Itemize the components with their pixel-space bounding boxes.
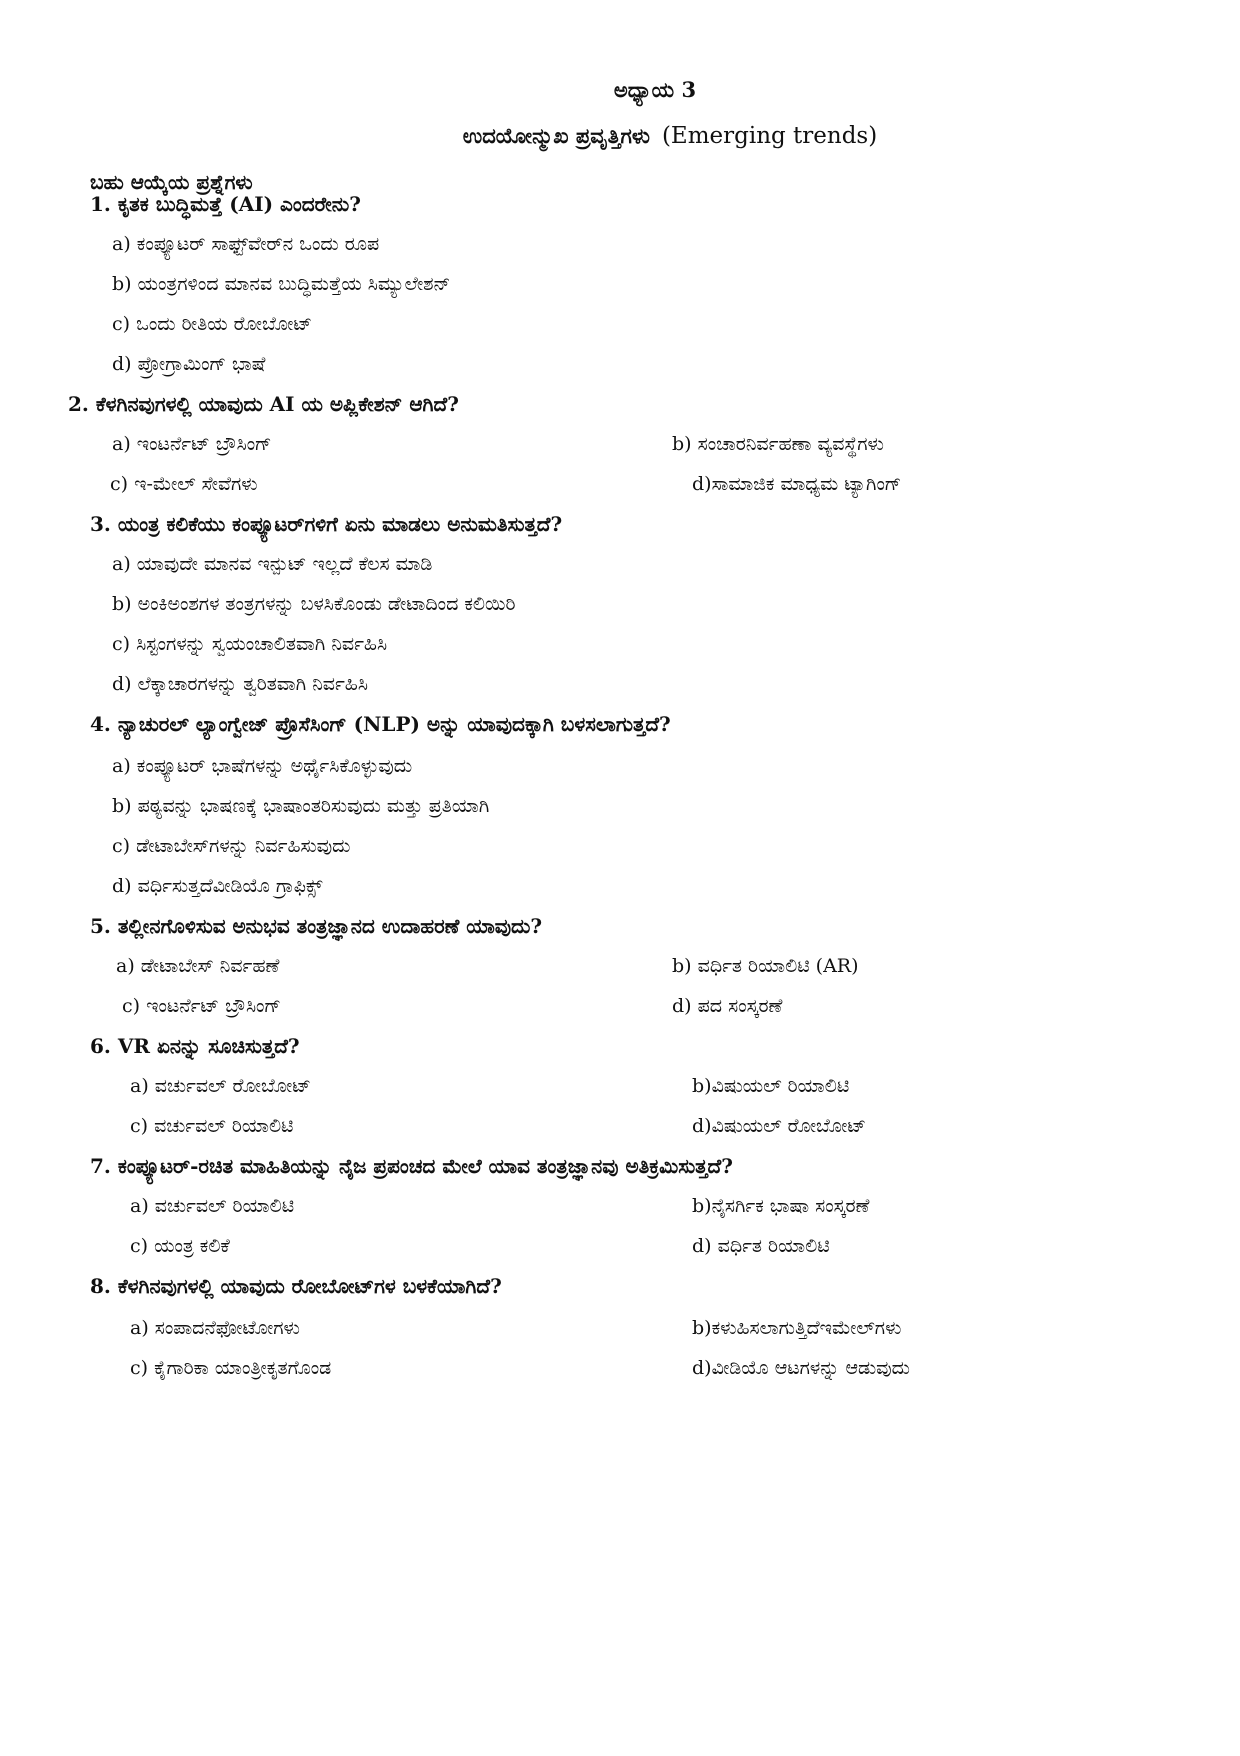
q5-option-c: c) ಇಂಟರ್ನೆಟ್ ಬ್ರೌಸಿಂಗ್ — [122, 995, 281, 1017]
q3-option-a: a) ಯಾವುದೇ ಮಾನವ ಇನ್ಪುಟ್ ಇಲ್ಲದೆ ಕೆಲಸ ಮಾಡಿ — [112, 553, 433, 575]
q1-option-d: d) ಪ್ರೋಗ್ರಾಮಿಂಗ್ ಭಾಷೆ — [112, 353, 266, 375]
q6-option-d: d)ವಿಷುಯಲ್ ರೋಬೋಟ್ — [692, 1115, 866, 1137]
title-kannada: ಉದಯೋನ್ಮುಖ ಪ್ರವೃತ್ತಿಗಳು — [462, 123, 650, 148]
chapter-heading: ಅಧ್ಯಾಯ 3 — [613, 77, 697, 102]
q2-option-a: a) ಇಂಟರ್ನೆಟ್ ಬ್ರೌಸಿಂಗ್ — [112, 433, 272, 455]
question-6: 6. VR ಏನನ್ನು ಸೂಚಿಸುತ್ತದೆ? — [90, 1034, 300, 1058]
page-title — [0, 122, 1240, 150]
q2-option-d: d)ಸಾಮಾಜಿಕ ಮಾಧ್ಯಮ ಟ್ಯಾಗಿಂಗ್ — [692, 473, 902, 495]
q3-option-d: d) ಲೆಕ್ಕಾಚಾರಗಳನ್ನು ತ್ವರಿತವಾಗಿ ನಿರ್ವಹಿಸಿ — [112, 673, 368, 695]
q8-option-b: b)ಕಳುಹಿಸಲಾಗುತ್ತಿದೆಇಮೇಲ್‌ಗಳು — [692, 1317, 902, 1339]
q4-option-b: b) ಪಠ್ಯವನ್ನು ಭಾಷಣಕ್ಕೆ ಭಾಷಾಂತರಿಸುವುದು ಮತ್ತು ಪ್ರತಿಯಾಗಿ — [112, 795, 490, 817]
q4-option-d: d) ವರ್ಧಿಸುತ್ತದೆವೀಡಿಯೊ ಗ್ರಾಫಿಕ್ಸ್ — [112, 875, 323, 897]
q1-option-a: a) ಕಂಪ್ಯೂಟರ್ ಸಾಫ್ಟ್‌ವೇರ್‌ನ ಒಂದು ರೂಪ — [112, 233, 380, 255]
question-5: 5. ತಲ್ಲೀನಗೊಳಿಸುವ ಅನುಭವ ತಂತ್ರಜ್ಞಾನದ ಉದಾಹರಣೆ ಯಾವುದು? — [90, 914, 543, 938]
question-8: 8. ಕೆಳಗಿನವುಗಳಲ್ಲಿ ಯಾವುದು ರೋಬೋಟ್‌ಗಳ ಬಳಕೆಯಾಗಿದೆ? — [90, 1274, 502, 1298]
question-4: 4. ನ್ಯಾಚುರಲ್ ಲ್ಯಾಂಗ್ವೇಜ್ ಪ್ರೊಸೆಸಿಂಗ್ (NLP) ಅನ್ನು ಯಾವುದಕ್ಕಾಗಿ ಬಳಸಲಾಗುತ್ತದೆ? — [90, 712, 671, 736]
q8-option-d: d)ವೀಡಿಯೊ ಆಟಗಳನ್ನು ಆಡುವುದು — [692, 1357, 910, 1379]
q5-option-d: d) ಪದ ಸಂಸ್ಕರಣೆ — [672, 995, 783, 1017]
q7-option-d: d) ವರ್ಧಿತ ರಿಯಾಲಿಟಿ — [692, 1235, 830, 1257]
title-english: (Emerging trends) — [661, 123, 878, 149]
q5-option-b: b) ವರ್ಧಿತ ರಿಯಾಲಿಟಿ (AR) — [672, 955, 859, 977]
q2-option-b: b) ಸಂಚಾರನಿರ್ವಹಣಾ ವ್ಯವಸ್ಥೆಗಳು — [672, 433, 884, 455]
q3-option-c: c) ಸಿಸ್ಟಂಗಳನ್ನು ಸ್ವಯಂಚಾಲಿತವಾಗಿ ನಿರ್ವಹಿಸಿ — [112, 633, 388, 655]
q6-option-c: c) ವರ್ಚುವಲ್ ರಿಯಾಲಿಟಿ — [130, 1115, 294, 1137]
question-3: 3. ಯಂತ್ರ ಕಲಿಕೆಯು ಕಂಪ್ಯೂಟರ್‌ಗಳಿಗೆ ಏನು ಮಾಡಲು ಅನುಮತಿಸುತ್ತದೆ? — [90, 512, 563, 536]
q7-option-b: b)ನೈಸರ್ಗಿಕ ಭಾಷಾ ಸಂಸ್ಕರಣೆ — [692, 1195, 870, 1217]
q8-option-a: a) ಸಂಪಾದನೆಫೋಟೋಗಳು — [130, 1317, 300, 1339]
section-heading: ಬಹು ಆಯ್ಕೆಯ ಪ್ರಶ್ನೆಗಳು — [90, 170, 253, 194]
q7-option-a: a) ವರ್ಚುವಲ್ ರಿಯಾಲಿಟಿ — [130, 1195, 295, 1217]
q5-option-a: a) ಡೇಟಾಬೇಸ್ ನಿರ್ವಹಣೆ — [116, 955, 280, 977]
q1-option-c: c) ಒಂದು ರೀತಿಯ ರೋಬೋಟ್ — [112, 313, 312, 335]
question-7: 7. ಕಂಪ್ಯೂಟರ್-ರಚಿತ ಮಾಹಿತಿಯನ್ನು ನೈಜ ಪ್ರಪಂಚದ ಮೇಲೆ ಯಾವ ತಂತ್ರಜ್ಞಾನವು ಅತಿಕ್ರಮಿಸುತ್ತದೆ? — [90, 1154, 733, 1178]
question-2: 2. ಕೆಳಗಿನವುಗಳಲ್ಲಿ ಯಾವುದು AI ಯ ಅಪ್ಲಿಕೇಶನ್ ಆಗಿದೆ? — [68, 392, 459, 416]
q2-option-c: c) ಇ-ಮೇಲ್ ಸೇವೆಗಳು — [110, 473, 258, 495]
q4-option-a: a) ಕಂಪ್ಯೂಟರ್ ಭಾಷೆಗಳನ್ನು ಅರ್ಥೈಸಿಕೊಳ್ಳುವುದು — [112, 755, 413, 777]
q3-option-b: b) ಅಂಕಿಅಂಶಗಳ ತಂತ್ರಗಳನ್ನು ಬಳಸಿಕೊಂಡು ಡೇಟಾದಿಂದ ಕಲಿಯಿರಿ — [112, 593, 516, 615]
q6-option-b: b)ವಿಷುಯಲ್ ರಿಯಾಲಿಟಿ — [692, 1075, 850, 1097]
q1-option-b: b) ಯಂತ್ರಗಳಿಂದ ಮಾನವ ಬುದ್ಧಿಮತ್ತೆಯ ಸಿಮ್ಯುಲೇಶನ್ — [112, 273, 451, 295]
q7-option-c: c) ಯಂತ್ರ ಕಲಿಕೆ — [130, 1235, 230, 1257]
question-1: 1. ಕೃತಕ ಬುದ್ಧಿಮತ್ತೆ (AI) ಎಂದರೇನು? — [90, 192, 361, 216]
q8-option-c: c) ಕೈಗಾರಿಕಾ ಯಾಂತ್ರೀಕೃತಗೊಂಡ — [130, 1357, 332, 1379]
q4-option-c: c) ಡೇಟಾಬೇಸ್‌ಗಳನ್ನು ನಿರ್ವಹಿಸುವುದು — [112, 835, 351, 857]
q6-option-a: a) ವರ್ಚುವಲ್ ರೋಬೋಟ್ — [130, 1075, 311, 1097]
